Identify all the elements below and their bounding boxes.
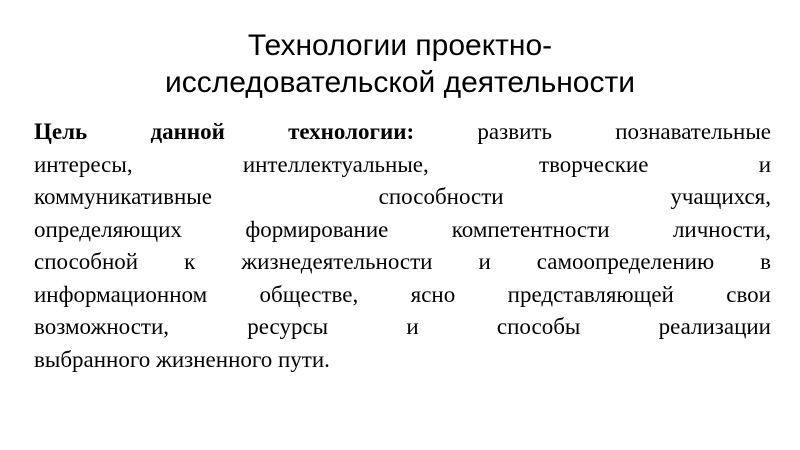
body-line-2: интересы, интеллектуальные, творческие и (34, 151, 771, 177)
slide-title (0, 27, 800, 101)
body-line-5: способной к жизнедеятельности и самоопределению в (34, 249, 771, 274)
slide-title-line-2: исследовательской деятельности (165, 66, 635, 99)
body-lead: Цель данной технологии: (34, 119, 415, 144)
body-line-3: коммуникативные способности учащихся, (34, 184, 771, 209)
body-line-4: определяющих формирование компетентности личности, (34, 216, 771, 242)
slide-title-line-1: Технологии проектно- (247, 29, 553, 62)
body-line-8: выбранного жизненного пути. (34, 346, 330, 372)
body-line-7: возможности, ресурсы и способы реализации (34, 314, 771, 339)
slide-body-text (34, 116, 771, 376)
body-line-1-text: развить познавательные (414, 119, 771, 144)
body-line-6: информационном обществе, ясно представляющей свои (34, 281, 771, 307)
body-line-1 (34, 116, 771, 149)
